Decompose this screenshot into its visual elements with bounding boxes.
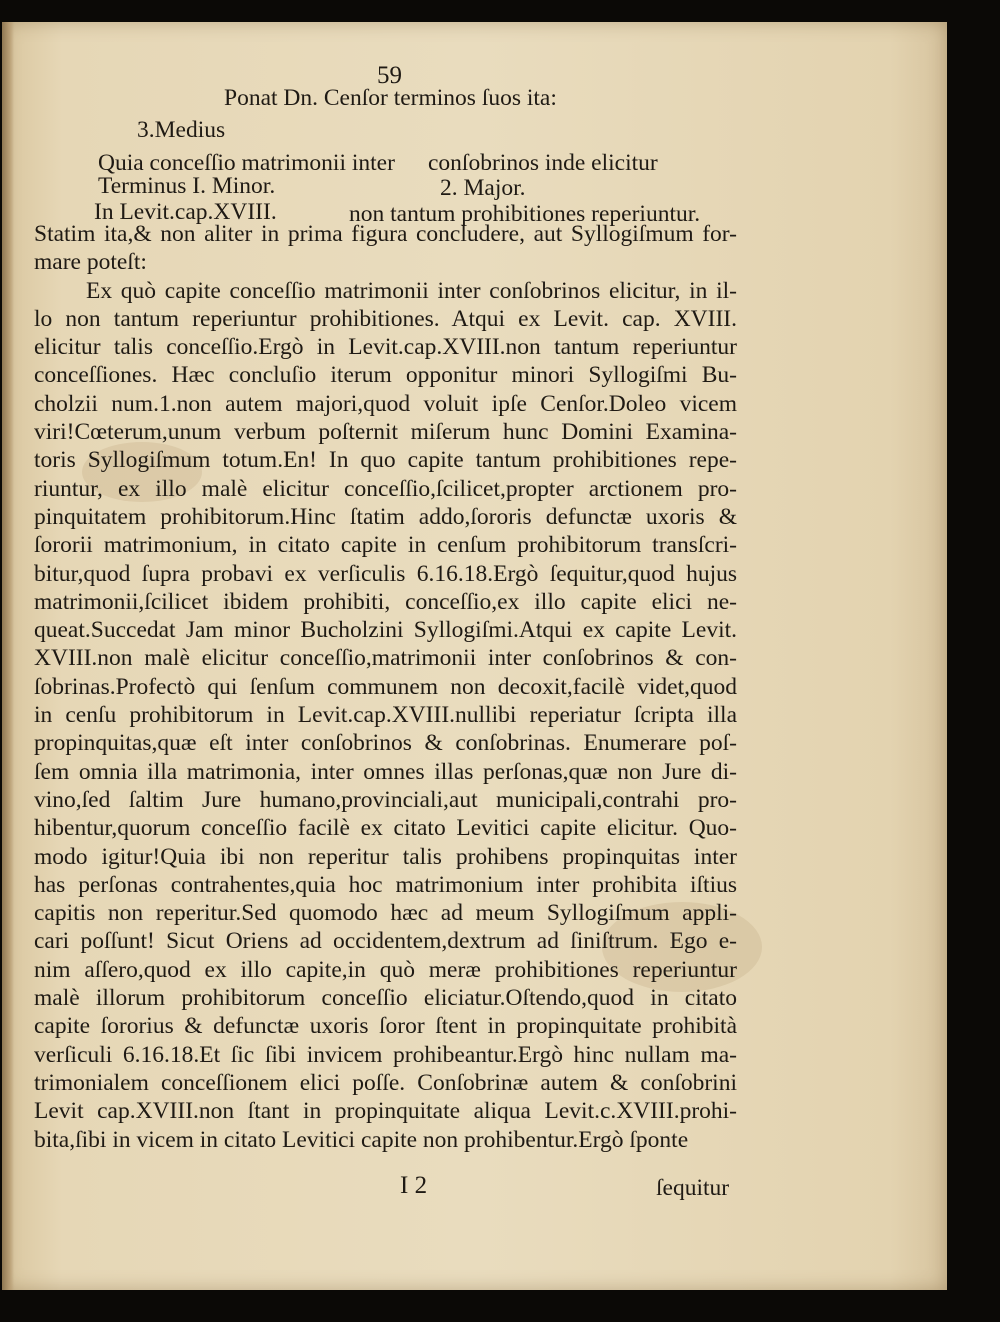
text-line: in cenſu prohibitorum in Levit.cap.XVIII.nullibi reperiatur ſcripta illa	[34, 702, 737, 729]
text-line: propinquitas,quæ eſt inter conſobrinos & conſobrinas. Enumerare poſ-	[34, 730, 737, 757]
text-line: ſobrinas.Profectò qui ſenſum communem non decoxit,facilè videt,quod	[34, 673, 737, 700]
text-line: elicitur talis conceſſio.Ergò in Levit.cap.XVIII.non tantum reperiuntur	[34, 334, 737, 361]
text-line: Statim ita,& non aliter in prima figura concludere, aut Syllogiſmum for-	[34, 221, 737, 247]
text-line: modo igitur!Quia ibi non reperitur talis prohibens propinquitas inter	[34, 843, 737, 870]
text-line: bitur,quod ſupra probavi ex verſiculis 6.16.18.Ergò ſequitur,quod hujus	[34, 560, 737, 587]
text-line: vino,ſed ſaltim Jure humano,provinciali,aut municipali,contrahi pro-	[34, 786, 737, 813]
text-line: lo non tantum reperiuntur prohibitiones. Atqui ex Levit. cap. XVIII.	[34, 305, 737, 332]
header-line: Ponat Dn. Cenſor terminos ſuos ita:	[224, 85, 557, 111]
book-page	[2, 22, 947, 1290]
catchword: ſequitur	[656, 1175, 730, 1201]
text-line: pinquitatem prohibitorum.Hinc ſtatim addo,ſororis defunctæ uxoris &	[34, 503, 737, 530]
text-line: toris Syllogiſmum totum.En! In quo capite tantum prohibitiones repe-	[34, 447, 737, 474]
medius-label: 3.Medius	[137, 117, 226, 143]
text-line: nim aſſero,quod ex illo capite,in quò meræ prohibitiones reperiuntur	[34, 956, 737, 983]
page-binding-edge	[2, 22, 14, 1290]
minor-term-label: Terminus I. Minor.	[98, 173, 276, 199]
page-number: 59	[377, 62, 402, 89]
text-line: conceſſiones. Hæc concluſio iterum opponitur minori Syllogiſmi Bu-	[34, 362, 737, 389]
text-line: Levit cap.XVIII.non ſtant in propinquitate aliqua Levit.c.XVIII.prohi-	[34, 1098, 737, 1125]
text-line: mare poteſt:	[34, 249, 147, 276]
text-line: viri!Cœterum,unum verbum poſternit miſerum hunc Domini Examina-	[34, 419, 737, 446]
text-line: capitis non reperitur.Sed quomodo hæc ad meum Syllogiſmum appli-	[34, 900, 737, 927]
text-line: trimonialem conceſſionem elici poſſe. Conſobrinæ autem & conſobrini	[34, 1069, 737, 1096]
body-text	[34, 220, 737, 1154]
text-line: cholzii num.1.non autem majori,quod voluit ipſe Cenſor.Doleo vicem	[34, 390, 737, 417]
text-line: queat.Succedat Jam minor Bucholzini Syllogiſmi.Atqui ex capite Levit.	[34, 617, 737, 644]
text-line: cari poſſunt! Sicut Oriens ad occidentem,dextrum ad ſiniſtrum. Ego e-	[34, 928, 737, 955]
syllogism-row1-left: Quia conceſſio matrimonii inter	[98, 150, 395, 176]
syllogism-row1-right: conſobrinos inde elicitur	[428, 150, 658, 176]
signature-mark: I 2	[400, 1172, 428, 1199]
text-line: bita,ſibi in vicem in citato Levitici capite non prohibentur.Ergò ſponte	[34, 1126, 689, 1153]
text-line: Ex quò capite conceſſio matrimonii inter conſobrinos elicitur, in il-	[86, 277, 737, 304]
syllogism-row2-right: non tantum prohibitiones reperiuntur.	[349, 201, 701, 227]
text-line: capite ſororius & defunctæ uxoris ſoror ſtent in propinquitate prohibità	[34, 1013, 737, 1040]
text-line: matrimonii,ſcilicet ibidem prohibiti, conceſſio,ex illo capite elici ne-	[34, 588, 737, 615]
text-line: malè illorum prohibitorum conceſſio eliciatur.Oſtendo,quod in citato	[34, 985, 737, 1012]
text-line: hibentur,quorum conceſſio facilè ex citato Levitici capite elicitur. Quo-	[34, 815, 737, 842]
text-line: has perſonas contrahentes,quia hoc matrimonium inter prohibita iſtius	[34, 871, 737, 898]
text-line: ſem omnia illa matrimonia, inter omnes illas perſonas,quæ non Jure di-	[34, 758, 737, 785]
text-line: XVIII.non malè elicitur conceſſio,matrimonii inter conſobrinos & con-	[34, 645, 737, 672]
text-line: riuntur, ex illo malè elicitur conceſſio,ſcilicet,propter arctionem pro-	[34, 475, 737, 502]
major-term-label: 2. Major.	[440, 175, 526, 201]
text-line: ſororii matrimonium, in citato capite in cenſum prohibitorum transſcri-	[34, 532, 737, 559]
text-line: verſiculi 6.16.18.Et ſic ſibi invicem prohibeantur.Ergò hinc nullam ma-	[34, 1041, 737, 1068]
syllogism-row2-left: In Levit.cap.XVIII.	[94, 199, 277, 225]
